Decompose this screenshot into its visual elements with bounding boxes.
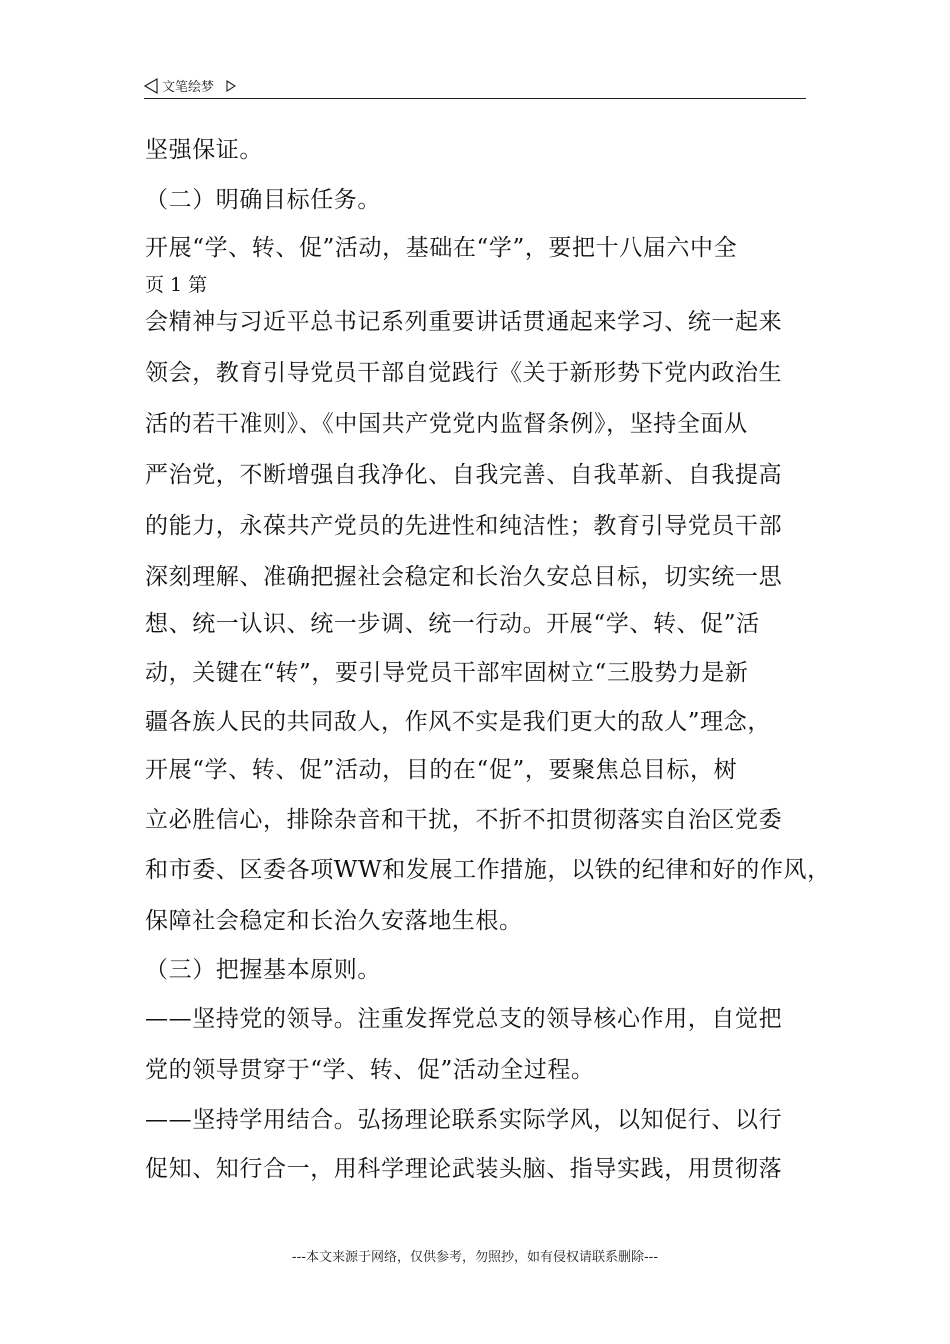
text-line: ——坚持党的领导。注重发挥党总支的领导核心作用，自觉把	[145, 1006, 783, 1032]
header-brand	[144, 76, 236, 95]
text-line: 坚强保证。	[145, 137, 263, 163]
text-line: 的能力，永葆共产党员的先进性和纯洁性；教育引导党员干部	[145, 513, 783, 539]
text-line: ——坚持学用结合。弘扬理论联系实际学风，以知促行、以行	[145, 1107, 783, 1133]
text-line: 党的领导贯穿于“学、转、促”活动全过程。	[145, 1057, 595, 1083]
header-title: 文笔绘梦	[162, 80, 215, 95]
right-triangle-icon	[226, 80, 236, 92]
page-footer: ---本文来源于网络，仅供参考，勿照抄，如有侵权请联系删除---	[291, 1250, 659, 1265]
text-line: 动，关键在“转”，要引导党员干部牢固树立“三股势力是新	[145, 660, 749, 686]
text-line: 保障社会稳定和长治久安落地生根。	[145, 908, 523, 934]
page-marker: 页 1 第	[145, 274, 208, 296]
section-heading: （二）明确目标任务。	[145, 187, 381, 213]
text-line: 和市委、区委各项WW和发展工作措施，以铁的纪律和好的作风，	[145, 857, 831, 883]
text-line: 开展“学、转、促”活动，目的在“促”，要聚焦总目标，树	[145, 757, 738, 783]
text-line: 疆各族人民的共同敌人，作风不实是我们更大的敌人”理念，	[145, 709, 771, 735]
page-header	[144, 74, 806, 99]
text-line: 开展“学、转、促”活动，基础在“学”，要把十八届六中全	[145, 235, 738, 261]
text-line: 活的若干准则》、《中国共产党党内监督条例》，坚持全面从	[145, 411, 748, 437]
text-line: 深刻理解、准确把握社会稳定和长治久安总目标，切实统一思	[145, 564, 783, 590]
text-line: 会精神与习近平总书记系列重要讲话贯通起来学习、统一起来	[145, 309, 783, 335]
left-triangle-icon	[144, 78, 158, 94]
section-heading: （三）把握基本原则。	[145, 957, 381, 983]
text-line: 领会，教育引导党员干部自觉践行《关于新形势下党内政治生	[145, 360, 783, 386]
text-line: 想、统一认识、统一步调、统一行动。开展“学、转、促”活	[145, 611, 760, 637]
text-line: 促知、知行合一，用科学理论武装头脑、指导实践，用贯彻落	[145, 1156, 783, 1182]
text-line: 严治党，不断增强自我净化、自我完善、自我革新、自我提高	[145, 462, 783, 488]
text-line: 立必胜信心，排除杂音和干扰，不折不扣贯彻落实自治区党委	[145, 807, 783, 833]
